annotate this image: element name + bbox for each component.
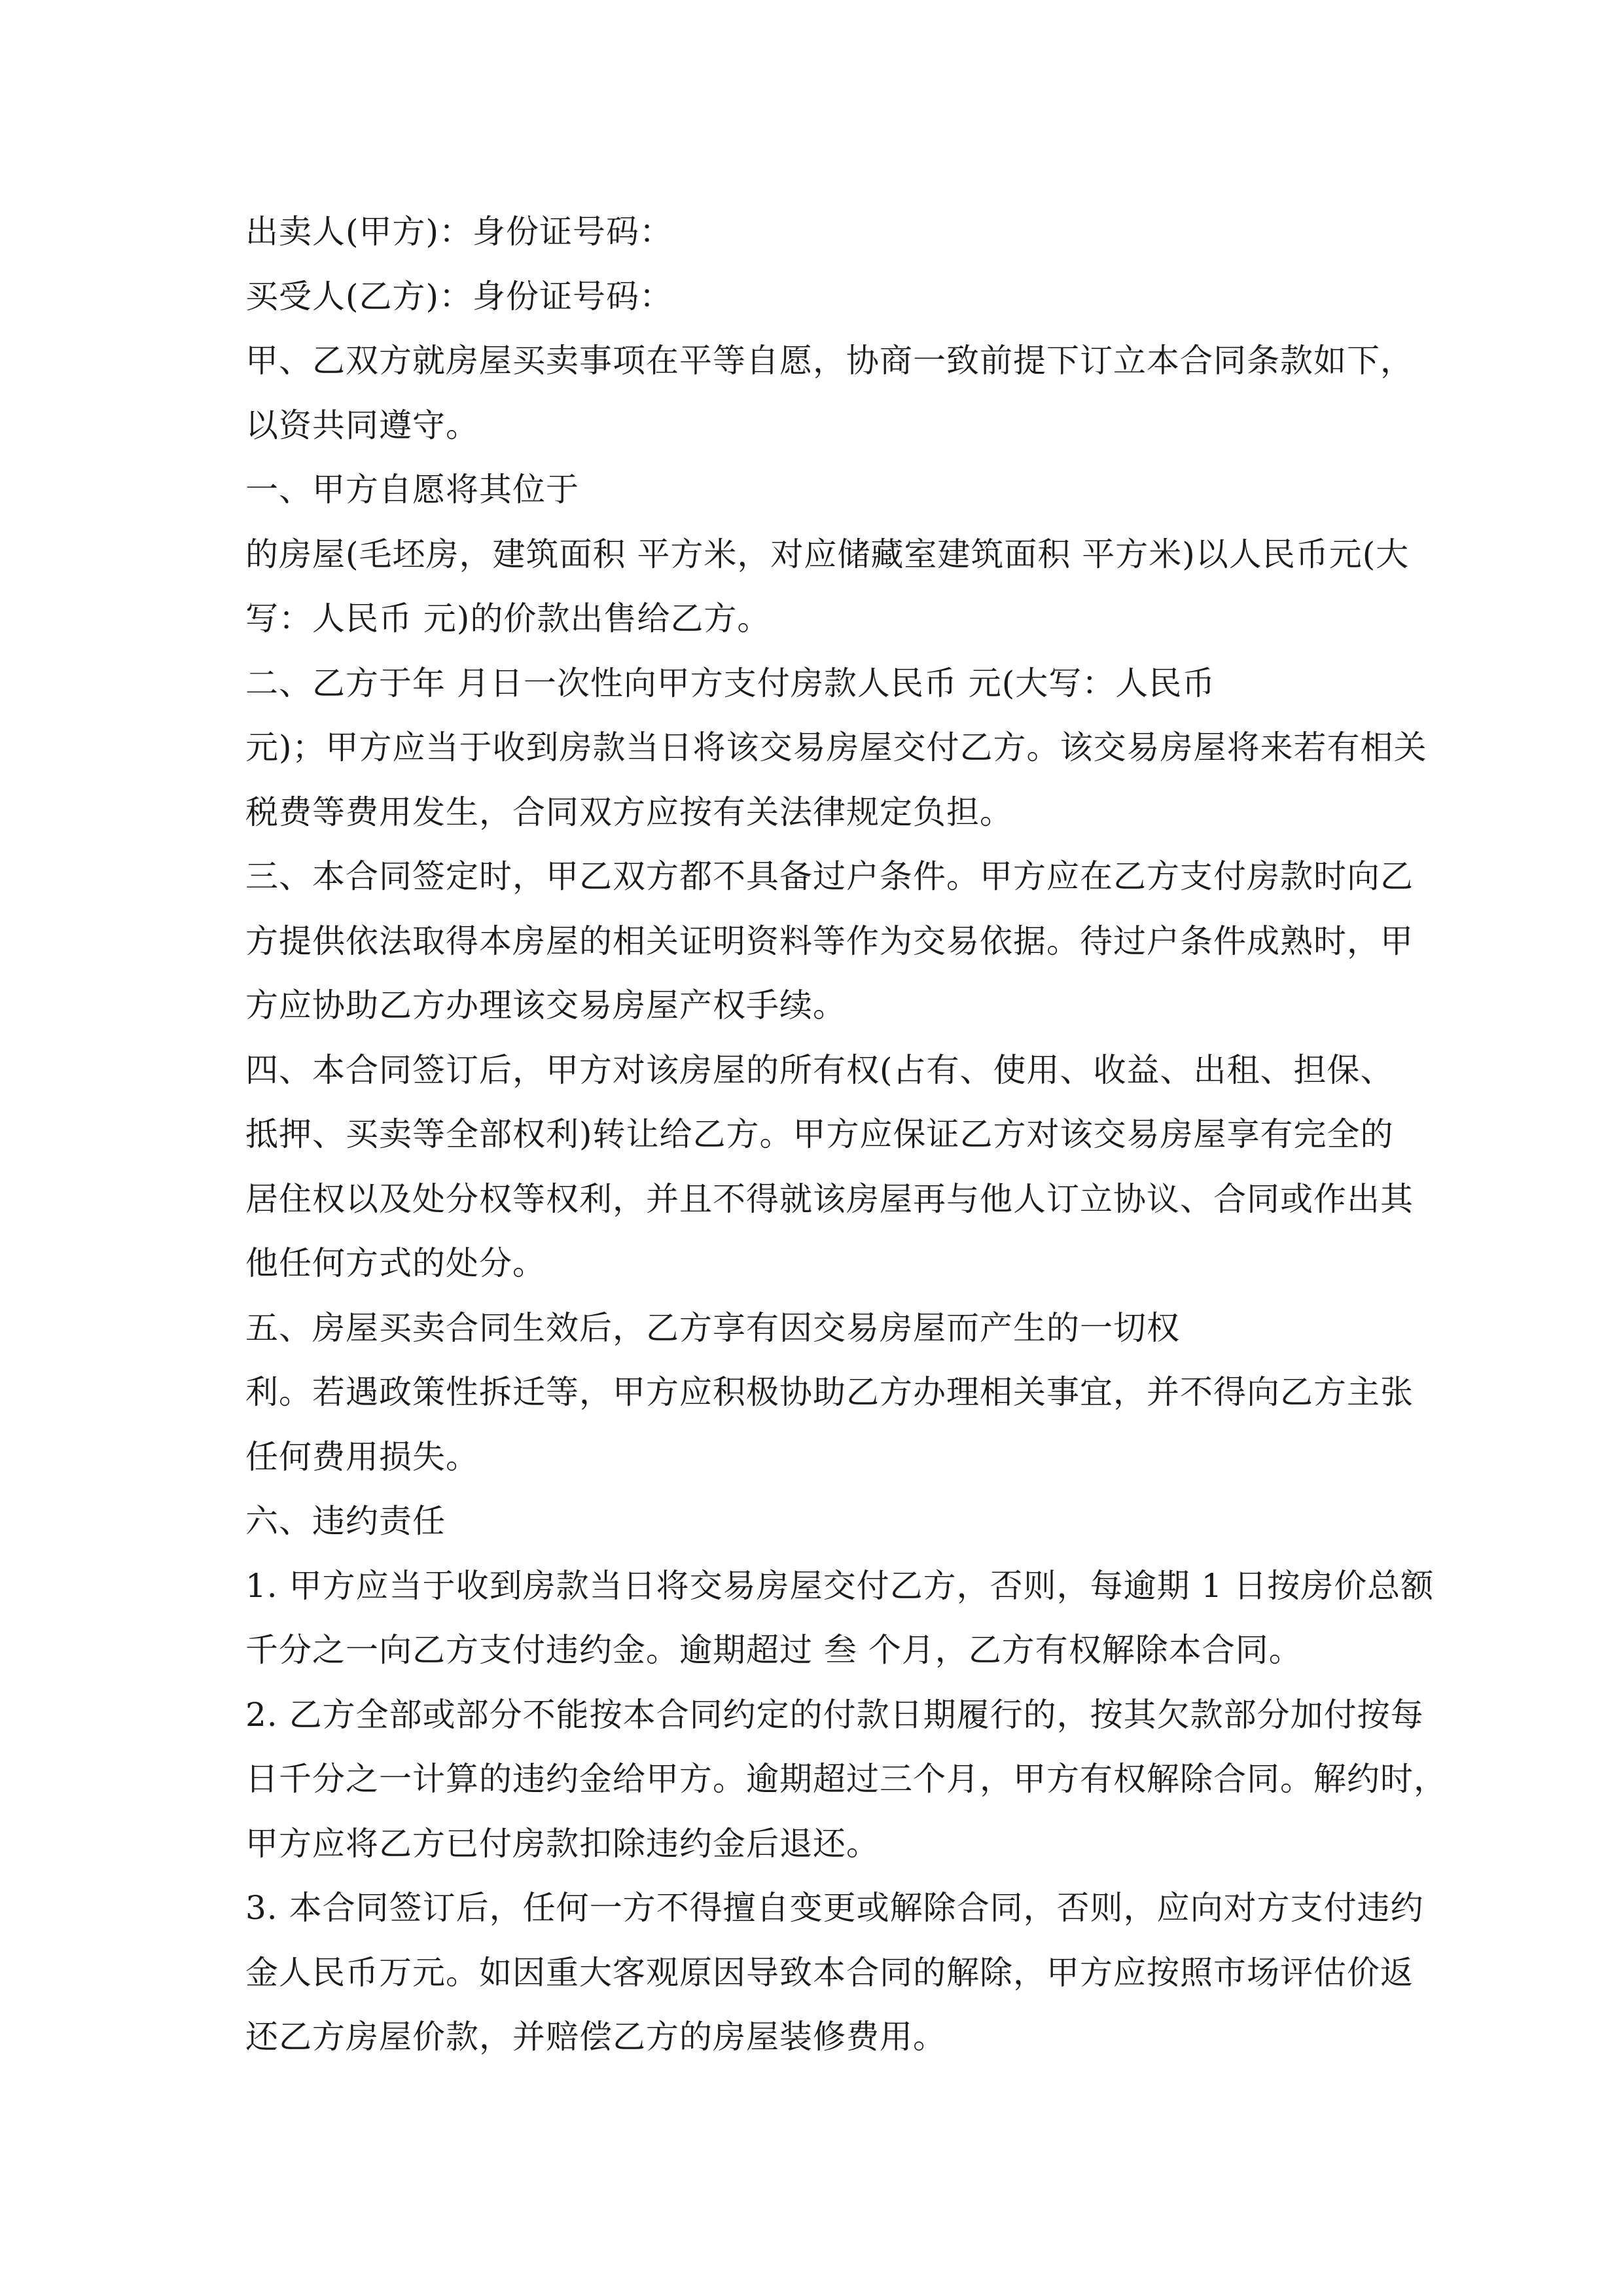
clause-6-item-2-line: 日千分之一计算的违约金给甲方。逾期超过三个月，甲方有权解除合同。解约时， xyxy=(245,1760,1447,1798)
clause-6-item-3-line: 还乙方房屋价款，并赔偿乙方的房屋装修费用。 xyxy=(245,2018,946,2056)
clause-3-line: 方应协助乙方办理该交易房屋产权手续。 xyxy=(245,986,846,1024)
clause-6-heading: 六、违约责任 xyxy=(245,1502,446,1540)
clause-6-item-1-line: 1. 甲方应当于收到房款当日将交易房屋交付乙方，否则，每逾期 1 日按房价总额 xyxy=(245,1566,1435,1605)
preamble-line: 以资共同遵守。 xyxy=(245,406,479,444)
clause-6-item-3-line: 金人民币万元。如因重大客观原因导致本合同的解除，甲方应按照市场评估价返 xyxy=(245,1953,1414,1992)
buyer-id-line: 买受人(乙方)：身份证号码： xyxy=(245,277,673,315)
clause-5-line: 利。若遇政策性拆迁等，甲方应积极协助乙方办理相关事宜，并不得向乙方主张 xyxy=(245,1373,1414,1411)
clause-6-item-1-line: 千分之一向乙方支付违约金。逾期超过 叁 个月，乙方有权解除本合同。 xyxy=(245,1631,1302,1669)
clause-4-line: 抵押、买卖等全部权利)转让给乙方。甲方应保证乙方对该交易房屋享有完全的 xyxy=(245,1115,1394,1153)
clause-1-line: 写：人民币 元)的价款出售给乙方。 xyxy=(245,600,771,637)
clause-3-line: 三、本合同签定时，甲乙双方都不具备过户条件。甲方应在乙方支付房款时向乙 xyxy=(245,857,1414,895)
clause-3-line: 方提供依法取得本房屋的相关证明资料等作为交易依据。待过户条件成熟时，甲 xyxy=(245,922,1414,960)
clause-1-heading: 一、甲方自愿将其位于 xyxy=(245,471,579,509)
clause-6-item-3-line: 3. 本合同签订后，任何一方不得擅自变更或解除合同，否则，应向对方支付违约 xyxy=(245,1889,1424,1927)
seller-id-line: 出卖人(甲方)：身份证号码： xyxy=(245,213,673,251)
clause-6-item-2-line: 甲方应将乙方已付房款扣除违约金后退还。 xyxy=(245,1824,880,1863)
clause-6-item-2-line: 2. 乙方全部或部分不能按本合同约定的付款日期履行的，按其欠款部分加付按每 xyxy=(245,1695,1424,1734)
clause-4-line: 他任何方式的处分。 xyxy=(245,1244,546,1282)
clause-4-line: 居住权以及处分权等权利，并且不得就该房屋再与他人订立协议、合同或作出其 xyxy=(245,1179,1414,1218)
clause-5-line: 五、房屋买卖合同生效后，乙方享有因交易房屋而产生的一切权 xyxy=(245,1308,1180,1347)
clause-4-line: 四、本合同签订后，甲方对该房屋的所有权(占有、使用、收益、出租、担保、 xyxy=(245,1050,1394,1089)
clause-2-line: 二、乙方于年 月日一次性向甲方支付房款人民币 元(大写：人民币 xyxy=(245,664,1216,702)
clause-1-line: 的房屋(毛坯房，建筑面积 平方米，对应储藏室建筑面积 平方米)以人民币元(大 xyxy=(245,535,1410,573)
clause-2-line: 税费等费用发生，合同双方应按有关法律规定负担。 xyxy=(245,793,1013,831)
clause-5-line: 任何费用损失。 xyxy=(245,1437,479,1476)
preamble-line: 甲、乙双方就房屋买卖事项在平等自愿，协商一致前提下订立本合同条款如下， xyxy=(245,342,1414,380)
contract-body xyxy=(245,200,1447,2070)
clause-2-line: 元)；甲方应当于收到房款当日将该交易房屋交付乙方。该交易房屋将来若有相关 xyxy=(245,728,1427,766)
